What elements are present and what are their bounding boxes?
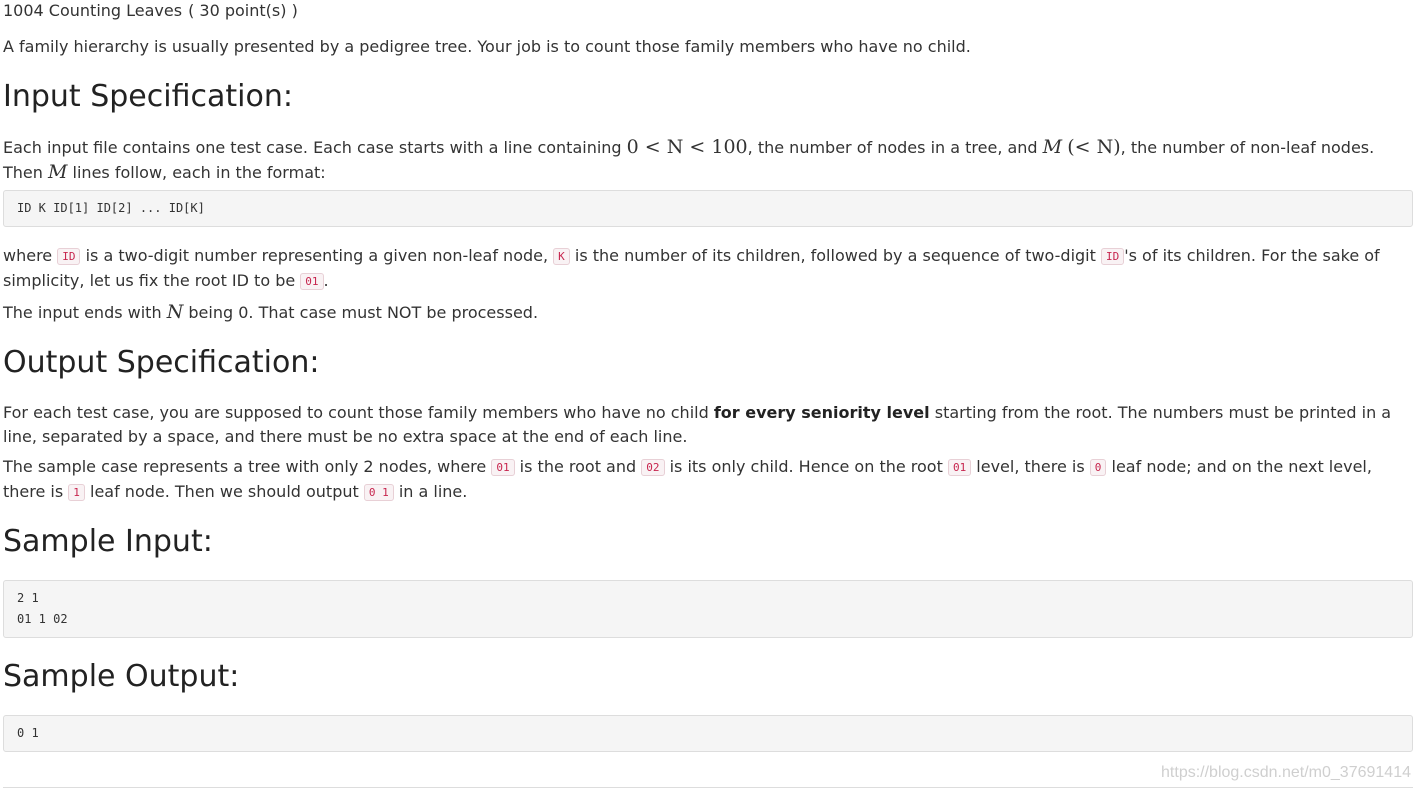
text-span: is its only child. Hence on the root [664, 457, 948, 476]
problem-title-text: 1004 Counting Leaves [3, 1, 183, 20]
text-span: is the root and [514, 457, 642, 476]
inline-code: 0 1 [364, 484, 394, 501]
text-span: 's of its children. For the sake of simplicity, let us fix the root ID to be [3, 246, 1380, 290]
text-span: , the number of nodes in a tree, and [747, 138, 1043, 157]
divider [3, 787, 1413, 788]
problem-points: ( 30 point(s) ) [188, 1, 298, 20]
text-span: starting from the root. The numbers must be printed in a line, separated by a space, and there must be no extra space at the end of each line. [3, 403, 1392, 446]
text-span: is the number of its children, followed by a sequence of two-digit [569, 246, 1101, 265]
text-span: leaf node. Then we should output [84, 482, 364, 501]
text-span: in a line. [393, 482, 468, 501]
output-spec-heading: Output Specification: [3, 345, 320, 380]
format-code-block: ID K ID[1] ID[2] ... ID[K] [3, 190, 1413, 227]
text-span: where [3, 246, 58, 265]
text-span: Each input file contains one test case. Each case starts with a line containing [3, 138, 627, 157]
inline-code: 02 [641, 459, 664, 476]
watermark: https://blog.csdn.net/m0_37691414 [1161, 764, 1411, 781]
sample-output-heading: Sample Output: [3, 659, 240, 694]
output-spec-paragraph-1 [3, 401, 1408, 449]
input-spec-paragraph-3 [3, 300, 538, 325]
problem-title [3, 0, 298, 21]
bold-text: for every seniority level [713, 403, 930, 422]
text-span: , the number of non-leaf nodes. Then [3, 138, 1375, 182]
input-spec-heading: Input Specification: [3, 79, 293, 114]
inline-code: 01 [491, 459, 514, 476]
text-span: is a two-digit number representing a given non-leaf node, [80, 246, 554, 265]
sample-input-code-block: 2 1 01 1 02 [3, 580, 1413, 638]
inline-code: 01 [300, 273, 323, 290]
inline-code: 0 [1090, 459, 1107, 476]
math-n: N [166, 301, 184, 323]
text-span: . [323, 271, 329, 290]
input-spec-paragraph-1 [3, 135, 1393, 185]
text-span: For each test case, you are supposed to count those family members who have no child [3, 403, 714, 422]
inline-code: 01 [948, 459, 971, 476]
text-span: The sample case represents a tree with only 2 nodes, where [3, 457, 492, 476]
text-span: lines follow, each in the format: [67, 163, 326, 182]
sample-output-code-block: 0 1 [3, 715, 1413, 752]
inline-code: ID [1101, 248, 1124, 265]
math-m: M [47, 161, 68, 183]
math-m: M [1042, 136, 1063, 158]
sample-input-heading: Sample Input: [3, 524, 213, 559]
output-spec-paragraph-2 [3, 455, 1403, 505]
text-span: being 0. That case must NOT be processed. [183, 303, 539, 322]
inline-code: K [553, 248, 570, 265]
math-m-bound: (< N) [1067, 136, 1121, 158]
math-n-range: 0 < N < 100 [626, 136, 748, 158]
input-spec-paragraph-2 [3, 244, 1403, 294]
text-span: leaf node; and on the next level, there is [3, 457, 1372, 501]
text-span: The input ends with [3, 303, 167, 322]
inline-code: ID [57, 248, 80, 265]
inline-code: 1 [68, 484, 85, 501]
text-span: level, there is [971, 457, 1090, 476]
intro-paragraph: A family hierarchy is usually presented by a pedigree tree. Your job is to count those family members who have no child. [3, 37, 971, 56]
